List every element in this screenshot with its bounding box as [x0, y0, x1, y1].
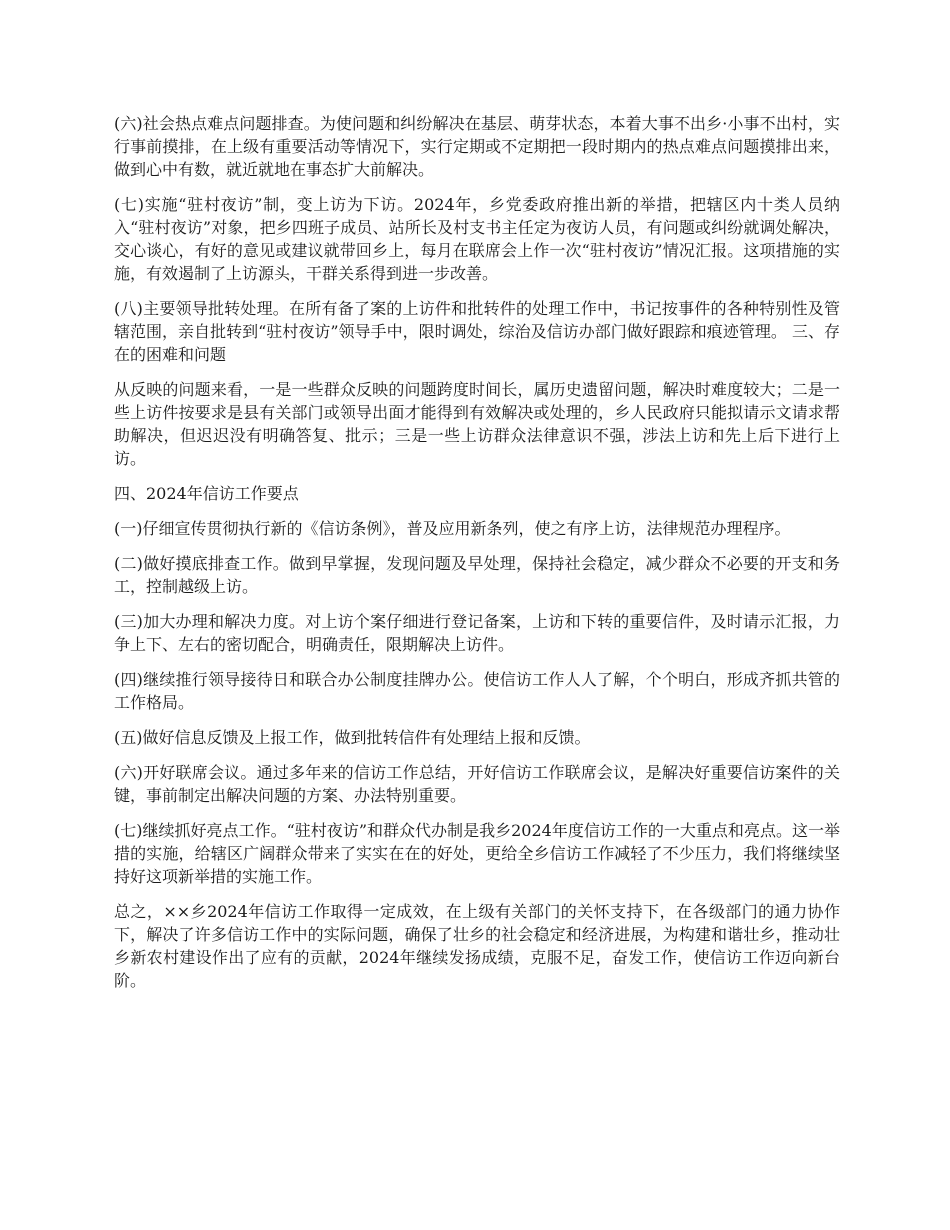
paragraph-point-6: (六)开好联席会议。通过多年来的信访工作总结，开好信访工作联席会议，是解决好重要信访案件的关键，事前制定出解决问题的方案、办法特别重要。: [114, 763, 840, 805]
section-heading-2024-points: 四、2024年信访工作要点: [114, 484, 299, 503]
paragraph-hotspot-investigation: (六)社会热点难点问题排查。为使问题和纠纷解决在基层、萌芽状态，本着大事不出乡·小事不出村，实行事前摸排，在上级有重要活动等情况下，实行定期或不定期把一段时期内的热点难点问题摸排出来，做到心中有数，就近就地在事态扩大前解决。: [114, 114, 840, 179]
paragraph-point-1: (一)仔细宣传贯彻执行新的《信访条例》，普及应用新条列，使之有序上访，法律规范办理程序。: [114, 519, 791, 538]
paragraph-point-4: (四)继续推行领导接待日和联合办公制度挂牌办公。使信访工作人人了解，个个明白，形成齐抓共管的工作格局。: [114, 670, 840, 712]
paragraph-difficulties: 从反映的问题来看，一是一些群众反映的问题跨度时间长，属历史遗留问题，解决时难度较大；二是一些上访件按要求是县有关部门或领导出面才能得到有效解决或处理的，乡人民政府只能拟请示文请求帮助解决，但迟迟没有明确答复、批示；三是一些上访群众法律意识不强，涉法上访和先上后下进行上访。: [114, 380, 840, 468]
paragraph-conclusion: 总之，××乡2024年信访工作取得一定成效，在上级有关部门的关怀支持下，在各级部门的通力协作下，解决了许多信访工作中的实际问题，确保了壮乡的社会稳定和经济进展，为构建和谐壮乡，推动壮乡新农村建设作出了应有的贡献，2024年继续发扬成绩，克服不足，奋发工作，使信访工作迈向新台阶。: [114, 902, 840, 990]
paragraph-point-7: (七)继续抓好亮点工作。“驻村夜访”和群众代办制是我乡2024年度信访工作的一大重点和亮点。这一举措的实施，给辖区广阔群众带来了实实在在的好处，更给全乡信访工作减轻了不少压力，我们将继续坚持好这项新举措的实施工作。: [114, 821, 840, 886]
paragraph-village-night-visit: (七)实施“驻村夜访”制，变上访为下访。2024年，乡党委政府推出新的举措，把辖区内十类人员纳入“驻村夜访”对象，把乡四班子成员、站所长及村支书主任定为夜访人员，有问题或纠纷就调处解决，交心谈心，有好的意见或建议就带回乡上，每月在联席会上作一次“驻村夜访”情况汇报。这项措施的实施，有效遏制了上访源头，干群关系得到进一步改善。: [114, 195, 840, 283]
paragraph-point-2: (二)做好摸底排查工作。做到早掌握，发现问题及早处理，保持社会稳定，减少群众不必要的开支和务工，控制越级上访。: [114, 554, 840, 596]
paragraph-point-5: (五)做好信息反馈及上报工作，做到批转信件有处理结上报和反馈。: [114, 728, 591, 747]
paragraph-leader-transfer: (八)主要领导批转处理。在所有备了案的上访件和批转件的处理工作中，书记按事件的各种特别性及管辖范围，亲自批转到“驻村夜访”领导手中，限时调处，综治及信访办部门做好跟踪和痕迹管理。 三、存在的困难和问题: [114, 299, 840, 364]
paragraph-point-3: (三)加大办理和解决力度。对上访个案仔细进行登记备案，上访和下转的重要信件，及时请示汇报，力争上下、左右的密切配合，明确责任，限期解决上访件。: [114, 612, 840, 654]
document-body: [114, 112, 840, 1004]
